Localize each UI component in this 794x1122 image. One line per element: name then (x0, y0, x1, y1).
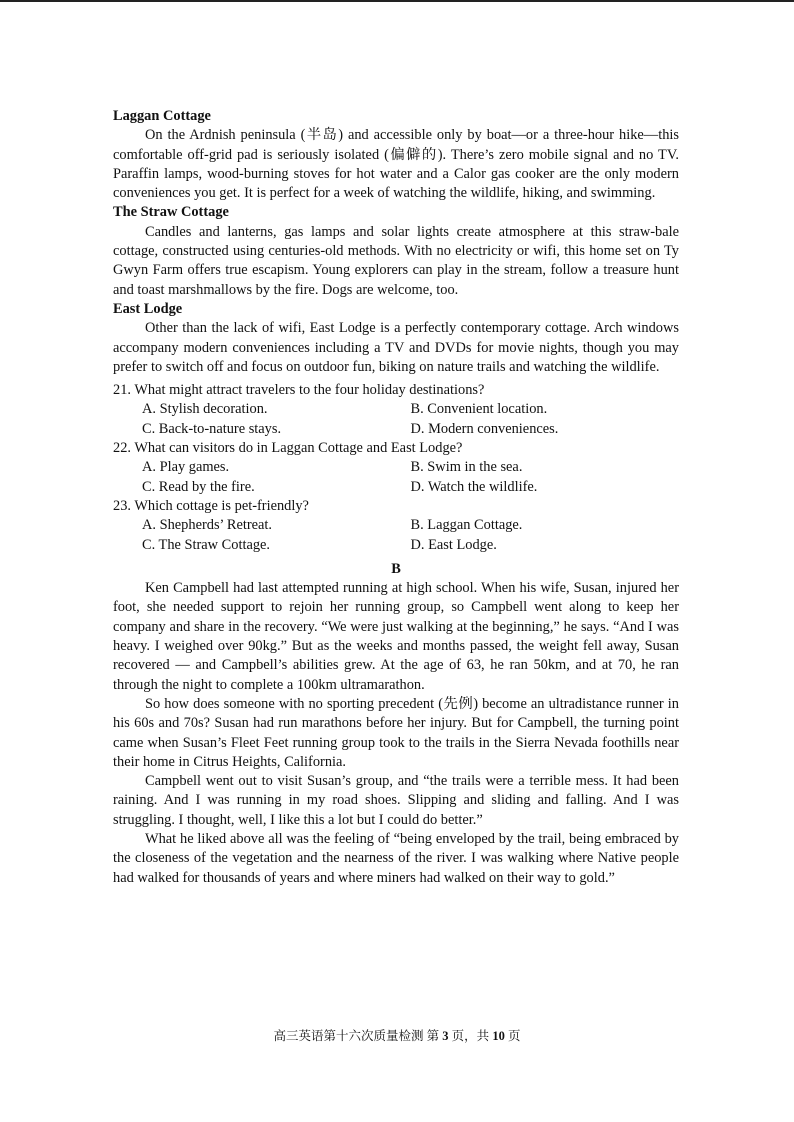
option-d: D. Watch the wildlife. (410, 478, 538, 495)
question-stem: 23. Which cottage is pet-friendly? (113, 497, 309, 514)
option-c: C. The Straw Cottage. (142, 536, 271, 553)
question-stem: 22. What can visitors do in Laggan Cottage and East Lodge? (113, 440, 463, 457)
cottage-description: Candles and lanterns, gas lamps and solar lights create atmosphere at this straw-bale cottage, constructed using centuries-old methods. With no electricity or wifi, this home set on Ty Gwyn Farm offers true escapism. Young explorers can play in the stream, follow a treasure hunt and toast marshmallows by the fire. Dogs are welcome, too. (113, 223, 679, 298)
option-b: B. Laggan Cottage. (410, 517, 523, 534)
question-stem: 21. What might attract travelers to the four holiday destinations? (113, 382, 485, 399)
passage-paragraph: Ken Campbell had last attempted running at high school. When his wife, Susan, injured her foot, she needed support to rejoin her running group, so Campbell went along to keep her company and share in the recovery. “We were just walking at the beginning,” he says. “And I was heavy. I weighed over 90kg.” But as the weeks and months passed, the weight fell away, Susan recovered — and Campbell’s abilities grew. At the age of 63, he ran 50km, and at 70, he ran through the night to complete a 100km ultramarathon. (113, 580, 679, 693)
cottage-east-lodge (113, 300, 679, 377)
option-a: A. Stylish decoration. (142, 401, 268, 418)
part-b-label: B (391, 560, 401, 577)
cottage-description: Other than the lack of wifi, East Lodge is a perfectly contemporary cottage. Arch windows accompany modern conveniences including a TV and DVDs for movie nights, though you may prefer to switch off and focus on outdoor fun, biking on nature trails and watching the wildlife. (113, 320, 679, 375)
option-d: D. Modern conveniences. (410, 420, 559, 437)
exam-page-content (113, 107, 679, 888)
page-footer (0, 1026, 794, 1044)
passage-paragraph: So how does someone with no sporting precedent (先例) become an ultradistance runner in his 60s and 70s? Susan had run marathons before her injury. But for Campbell, the turning point came when Susan’s Fleet Feet running group took to the trails in the Sierra Nevada foothills near their home in Citrus Heights, California. (113, 695, 679, 770)
footer-middle: 页，共 (451, 1029, 490, 1043)
passage-paragraph: Campbell went out to visit Susan’s group, and “the trails were a terrible mess. It had been raining. And I was running in my road shoes. Slipping and sliding and falling. And I was struggling. I thought, well, I like this a lot but I could do better.” (113, 773, 679, 828)
option-c: C. Back-to-nature stays. (142, 420, 282, 437)
cottage-title: The Straw Cottage (113, 204, 229, 221)
option-c: C. Read by the fire. (142, 478, 255, 495)
passage-paragraph: What he liked above all was the feeling of “being enveloped by the trail, being embraced by the closeness of the vegetation and the nearness of the river. I was walking where Native people had walked for thousands of years and where miners had walked on their way to gold.” (113, 830, 679, 886)
cottage-description: On the Ardnish peninsula (半岛) and accessible only by boat—or a three-hour hike—this comfortable off-grid pad is seriously isolated (偏僻的). There’s zero mobile signal and no TV. Paraffin lamps, wood-burning stoves for hot water and a Calor gas cooker are the only modern conveniences you get. It is perfect for a week of watching the wildlife, hiking, and swimming. (113, 127, 679, 202)
answer-options (113, 458, 679, 497)
footer-total-pages: 10 (492, 1029, 505, 1043)
answer-options (113, 516, 679, 555)
question-22 (113, 439, 679, 497)
question-23 (113, 497, 679, 555)
footer-prefix: 高三英语第十六次质量检测 第 (273, 1029, 440, 1043)
cottage-title: Laggan Cottage (113, 108, 211, 124)
option-a: A. Shepherds’ Retreat. (142, 517, 273, 534)
cottage-straw (113, 203, 679, 299)
option-a: A. Play games. (142, 459, 230, 476)
option-d: D. East Lodge. (410, 536, 497, 553)
option-b: B. Swim in the sea. (410, 459, 523, 476)
answer-options (113, 400, 679, 439)
footer-page-number: 3 (442, 1029, 449, 1043)
option-b: B. Convenient location. (410, 401, 548, 418)
passage-b-body (113, 579, 679, 888)
question-21 (113, 381, 679, 439)
cottage-title: East Lodge (113, 300, 183, 317)
cottage-laggan (113, 107, 679, 203)
top-border-line (0, 0, 794, 2)
footer-suffix: 页 (507, 1029, 521, 1043)
